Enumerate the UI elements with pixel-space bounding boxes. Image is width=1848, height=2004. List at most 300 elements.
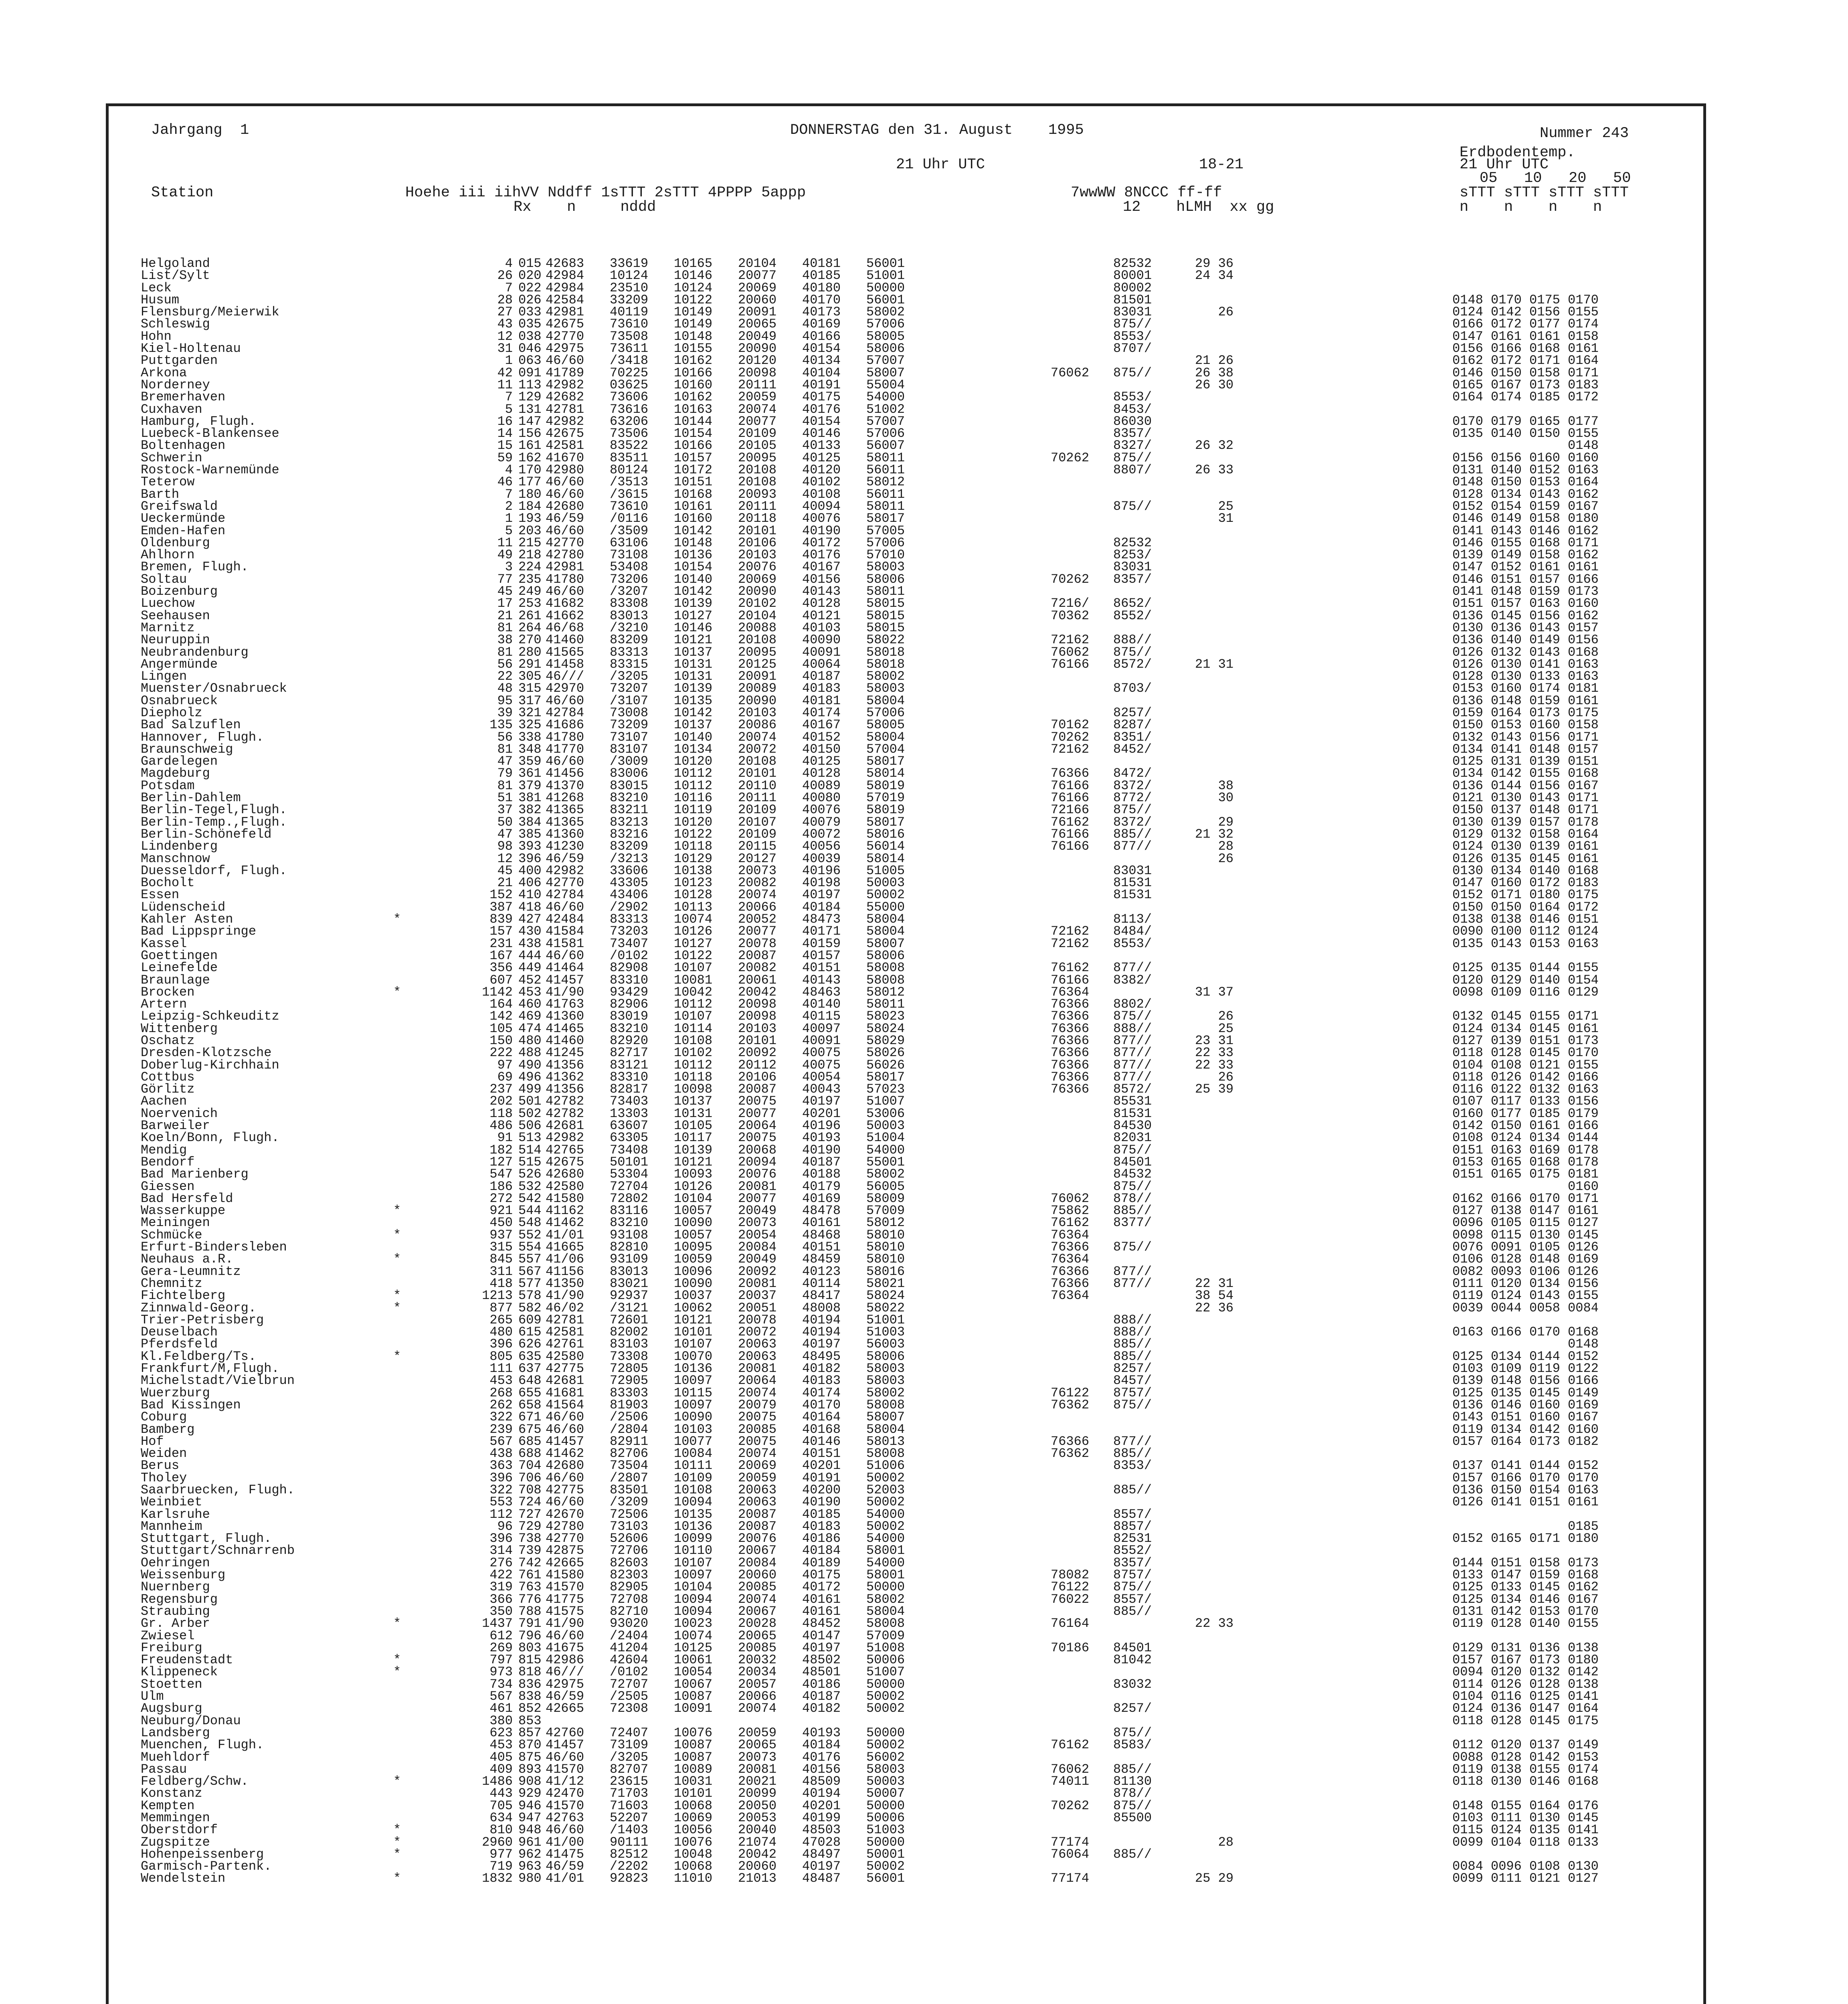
- group-4pppp: 40173: [802, 305, 841, 320]
- soil-temps: 0114 0126 0128 0138: [1452, 1677, 1599, 1692]
- station-name: Angermünde: [141, 657, 218, 672]
- station-id: 317: [518, 693, 542, 708]
- group-8nccc: 885//: [1113, 1846, 1152, 1862]
- group-nddff: 82710: [610, 1604, 649, 1619]
- group-iihvv: 46/60: [546, 523, 584, 538]
- group-iihvv: 42681: [546, 1118, 584, 1133]
- station-id: 235: [518, 572, 542, 587]
- group-iihvv: 42981: [546, 560, 584, 575]
- group-7wwww: 72162: [1051, 924, 1090, 939]
- group-5appp: 58006: [866, 948, 905, 963]
- group-nddff: 73408: [610, 1142, 649, 1158]
- station-id: 980: [518, 1871, 542, 1886]
- group-4pppp: 40193: [802, 1725, 841, 1740]
- elevation: 237: [489, 1082, 513, 1097]
- group-nddff: 72706: [610, 1543, 649, 1558]
- group-4pppp: 48478: [802, 1203, 841, 1218]
- group-5appp: 50002: [866, 1859, 905, 1874]
- station-id: 708: [518, 1482, 542, 1497]
- station-id: 499: [518, 1082, 542, 1097]
- group-7wwww: 76366: [1051, 1057, 1090, 1073]
- group-2sttt: 20032: [738, 1652, 777, 1668]
- group-7wwww: 76366: [1051, 1069, 1090, 1085]
- group-1sttt: 10101: [674, 1786, 713, 1801]
- group-4pppp: 40181: [802, 693, 841, 708]
- station-name: Coburg: [141, 1410, 187, 1425]
- station-name: Erfurt-Bindersleben: [141, 1240, 287, 1255]
- group-1sttt: 10109: [674, 1470, 713, 1485]
- group-nddff: 72802: [610, 1191, 649, 1206]
- group-2sttt: 20064: [738, 1373, 777, 1388]
- group-nddff: 83213: [610, 814, 649, 830]
- soil-temps: 0107 0117 0133 0156: [1452, 1094, 1599, 1109]
- group-iihvv: 42782: [546, 1094, 584, 1109]
- group-nddff: 73107: [610, 729, 649, 745]
- group-4pppp: 40170: [802, 1397, 841, 1412]
- group-5appp: 51007: [866, 1665, 905, 1680]
- group-4pppp: 40194: [802, 1312, 841, 1327]
- station-name: Doberlug-Kirchhain: [141, 1057, 279, 1073]
- soil-temps: 0119 0124 0143 0155: [1452, 1288, 1599, 1303]
- group-iihvv: 46/60: [546, 948, 584, 963]
- group-2sttt: 20037: [738, 1288, 777, 1303]
- group-5appp: 58014: [866, 851, 905, 866]
- station-id: 502: [518, 1106, 542, 1121]
- station-name: Stoetten: [141, 1677, 202, 1692]
- group-nddff: 23510: [610, 280, 649, 295]
- group-7wwww: 76062: [1051, 1191, 1090, 1206]
- group-4pppp: 40039: [802, 851, 841, 866]
- group-4pppp: 40080: [802, 790, 841, 806]
- soil-temps: 0185: [1452, 1519, 1599, 1534]
- group-1sttt: 10087: [674, 1737, 713, 1753]
- group-5appp: 58007: [866, 365, 905, 380]
- soil-temps: 0131 0140 0152 0163: [1452, 463, 1599, 478]
- elevation: 231: [489, 936, 513, 951]
- station-id: 853: [518, 1713, 542, 1728]
- group-iihvv: 46/60: [546, 1822, 584, 1838]
- group-4pppp: 40151: [802, 960, 841, 976]
- group-5appp: 57006: [866, 426, 905, 441]
- table-row: [109, 1302, 1703, 1314]
- group-iihvv: 41565: [546, 644, 584, 660]
- station-id: 015: [518, 256, 542, 271]
- group-5appp: 51007: [866, 1094, 905, 1109]
- elevation: 422: [489, 1568, 513, 1583]
- station-id: 929: [518, 1786, 542, 1801]
- station-id: 609: [518, 1312, 542, 1327]
- station-name: Seehausen: [141, 608, 210, 623]
- group-8nccc: 84501: [1113, 1640, 1152, 1655]
- group-4pppp: 40102: [802, 475, 841, 490]
- mountain-marker: *: [393, 1349, 401, 1364]
- group-5appp: 58004: [866, 693, 905, 708]
- elevation: 7: [505, 487, 513, 502]
- elevation: 461: [489, 1701, 513, 1716]
- station-name: Straubing: [141, 1604, 210, 1619]
- group-4pppp: 40075: [802, 1045, 841, 1061]
- group-1sttt: 10090: [674, 1410, 713, 1425]
- group-5appp: 50000: [866, 1834, 905, 1850]
- station-id: 385: [518, 826, 542, 842]
- elevation: 319: [489, 1580, 513, 1595]
- group-iihvv: 41230: [546, 839, 584, 854]
- group-iihvv: 42984: [546, 280, 584, 295]
- group-iihvv: 46/02: [546, 1300, 584, 1315]
- station-name: Leinefelde: [141, 960, 218, 976]
- station-name: Zwiesel: [141, 1628, 195, 1643]
- station-name: Hohn: [141, 329, 172, 344]
- station-name: Rostock-Warnemünde: [141, 463, 279, 478]
- soil-temps: 0150 0137 0148 0171: [1452, 802, 1599, 818]
- group-4pppp: 40197: [802, 1337, 841, 1352]
- station-name: Oldenburg: [141, 535, 210, 550]
- table-row: [109, 1739, 1703, 1751]
- group-iihvv: 42775: [546, 1361, 584, 1376]
- group-7wwww: 76166: [1051, 972, 1090, 988]
- station-name: Oberstdorf: [141, 1822, 218, 1838]
- group-1sttt: 10137: [674, 717, 713, 733]
- station-name: Bremen, Flugh.: [141, 560, 249, 575]
- station-id: 532: [518, 1179, 542, 1194]
- station-id: 393: [518, 839, 542, 854]
- group-iihvv: 42765: [546, 1142, 584, 1158]
- group-5appp: 51005: [866, 863, 905, 878]
- group-1sttt: 10102: [674, 1045, 713, 1061]
- gusts: 26: [1195, 305, 1234, 320]
- group-5appp: 57006: [866, 705, 905, 720]
- station-name: Noervenich: [141, 1106, 218, 1121]
- group-8nccc: 8857/: [1113, 1519, 1152, 1534]
- station-name: Klippeneck: [141, 1665, 218, 1680]
- station-name: Magdeburg: [141, 766, 210, 781]
- group-iihvv: 41162: [546, 1203, 584, 1218]
- group-iihvv: 42975: [546, 341, 584, 356]
- group-4pppp: 40104: [802, 365, 841, 380]
- station-name: Cuxhaven: [141, 402, 202, 417]
- group-5appp: 58011: [866, 450, 905, 465]
- group-iihvv: 46/60: [546, 353, 584, 368]
- group-nddff: 73504: [610, 1458, 649, 1473]
- group-1sttt: 10122: [674, 826, 713, 842]
- group-iihvv: 42970: [546, 681, 584, 696]
- station-name: Lingen: [141, 669, 187, 684]
- station-name: Trier-Petrisberg: [141, 1312, 264, 1327]
- group-5appp: 58006: [866, 1349, 905, 1364]
- group-nddff: 90111: [610, 1834, 649, 1850]
- group-5appp: 58023: [866, 1009, 905, 1024]
- station-id: 325: [518, 717, 542, 733]
- group-iihvv: 46/59: [546, 851, 584, 866]
- group-1sttt: 10166: [674, 365, 713, 380]
- group-iihvv: 42984: [546, 268, 584, 283]
- group-2sttt: 20069: [738, 572, 777, 587]
- elevation: 265: [489, 1312, 513, 1327]
- group-nddff: 83315: [610, 657, 649, 672]
- station-name: Weissenburg: [141, 1568, 226, 1583]
- group-4pppp: 40161: [802, 1604, 841, 1619]
- group-4pppp: 40176: [802, 1749, 841, 1765]
- group-1sttt: 10139: [674, 1142, 713, 1158]
- group-7wwww: 77174: [1051, 1871, 1090, 1886]
- soil-temps: 0112 0120 0137 0149: [1452, 1737, 1599, 1753]
- group-iihvv: 42982: [546, 863, 584, 878]
- station-id: 671: [518, 1410, 542, 1425]
- group-8nccc: 8253/: [1113, 547, 1152, 563]
- group-nddff: 73616: [610, 402, 649, 417]
- group-iihvv: 42982: [546, 377, 584, 392]
- group-8nccc: 82031: [1113, 1130, 1152, 1145]
- group-nddff: 83211: [610, 802, 649, 818]
- elevation: 363: [489, 1458, 513, 1473]
- group-7wwww: 76366: [1051, 1021, 1090, 1036]
- group-iihvv: 41581: [546, 936, 584, 951]
- group-5appp: 54000: [866, 1507, 905, 1522]
- group-5appp: 55004: [866, 377, 905, 392]
- group-nddff: 63305: [610, 1130, 649, 1145]
- group-4pppp: 40079: [802, 814, 841, 830]
- gusts: 26 33: [1195, 463, 1234, 478]
- group-1sttt: 10157: [674, 450, 713, 465]
- group-8nccc: 8757/: [1113, 1385, 1152, 1400]
- group-1sttt: 10104: [674, 1580, 713, 1595]
- station-name: Deuselbach: [141, 1325, 218, 1340]
- group-8nccc: 885//: [1113, 826, 1152, 842]
- group-nddff: /1403: [610, 1822, 649, 1838]
- group-4pppp: 40056: [802, 839, 841, 854]
- table-row: [109, 1290, 1703, 1302]
- elevation: 45: [497, 863, 513, 878]
- group-iihvv: 41/90: [546, 984, 584, 1000]
- group-5appp: 57007: [866, 353, 905, 368]
- group-nddff: 83210: [610, 790, 649, 806]
- group-2sttt: 20086: [738, 717, 777, 733]
- soil-temps: 0124 0130 0139 0161: [1452, 839, 1599, 854]
- soil-temps: 0150 0150 0164 0172: [1452, 899, 1599, 915]
- station-name: Landsberg: [141, 1725, 210, 1740]
- group-nddff: 71703: [610, 1786, 649, 1801]
- group-1sttt: 10161: [674, 499, 713, 514]
- group-5appp: 55001: [866, 1154, 905, 1170]
- mountain-marker: *: [393, 1846, 401, 1862]
- group-4pppp: 48452: [802, 1616, 841, 1631]
- group-2sttt: 20065: [738, 1628, 777, 1643]
- station-id: 893: [518, 1762, 542, 1777]
- group-iihvv: 42763: [546, 1810, 584, 1825]
- station-name: Muenchen, Flugh.: [141, 1737, 264, 1753]
- station-name: Duesseldorf, Flugh.: [141, 863, 287, 878]
- group-1sttt: 10131: [674, 1106, 713, 1121]
- group-iihvv: 42770: [546, 535, 584, 550]
- group-iihvv: 42761: [546, 1337, 584, 1352]
- station-name: Schleswig: [141, 317, 210, 332]
- group-1sttt: 10097: [674, 1373, 713, 1388]
- group-iihvv: 41/12: [546, 1774, 584, 1789]
- elevation: 152: [489, 887, 513, 903]
- gusts: 25 29: [1195, 1871, 1234, 1886]
- group-4pppp: 40166: [802, 329, 841, 344]
- table-row: [109, 1715, 1703, 1727]
- group-2sttt: 20077: [738, 1106, 777, 1121]
- elevation: 79: [497, 766, 513, 781]
- group-1sttt: 10091: [674, 1701, 713, 1716]
- soil-depths: 05 10 20 50: [1480, 170, 1631, 187]
- group-7wwww: 76364: [1051, 984, 1090, 1000]
- station-id: 091: [518, 365, 542, 380]
- group-7wwww: 76022: [1051, 1592, 1090, 1607]
- group-iihvv: 42980: [546, 463, 584, 478]
- station-id: 637: [518, 1361, 542, 1376]
- elevation: 222: [489, 1045, 513, 1061]
- group-1sttt: 11010: [674, 1871, 713, 1886]
- group-iihvv: 41780: [546, 572, 584, 587]
- group-5appp: 58026: [866, 1045, 905, 1061]
- soil-temps: 0121 0130 0143 0171: [1452, 790, 1599, 806]
- group-iihvv: 41580: [546, 1191, 584, 1206]
- soil-temps: 0151 0163 0169 0178: [1452, 1142, 1599, 1158]
- group-2sttt: 20063: [738, 1482, 777, 1497]
- group-7wwww: 76166: [1051, 826, 1090, 842]
- group-5appp: 57019: [866, 790, 905, 806]
- station-name: Bad Lippspringe: [141, 924, 257, 939]
- station-name: Giessen: [141, 1179, 195, 1194]
- station-name: Braunlage: [141, 972, 210, 988]
- group-4pppp: 48495: [802, 1349, 841, 1364]
- group-iihvv: 42675: [546, 426, 584, 441]
- group-4pppp: 40159: [802, 936, 841, 951]
- group-7wwww: 76366: [1051, 1240, 1090, 1255]
- station-id: 338: [518, 729, 542, 745]
- group-1sttt: 10121: [674, 632, 713, 648]
- group-nddff: /3509: [610, 523, 649, 538]
- group-8nccc: 875//: [1113, 1397, 1152, 1412]
- station-id: 490: [518, 1057, 542, 1073]
- group-iihvv: 46/60: [546, 1749, 584, 1765]
- station-name: Wasserkuppe: [141, 1203, 226, 1218]
- elevation: 405: [489, 1749, 513, 1765]
- group-5appp: 50001: [866, 1846, 905, 1862]
- group-8nccc: 83031: [1113, 560, 1152, 575]
- gusts: 22 31: [1195, 1276, 1234, 1291]
- station-name: Lüdenscheid: [141, 899, 226, 915]
- group-2sttt: 20049: [738, 1252, 777, 1267]
- group-1sttt: 10076: [674, 1834, 713, 1850]
- station-id: 727: [518, 1507, 542, 1522]
- group-5appp: 56014: [866, 839, 905, 854]
- group-1sttt: 10114: [674, 1021, 713, 1036]
- soil-temps: 0133 0147 0159 0168: [1452, 1568, 1599, 1583]
- group-5appp: 58008: [866, 1397, 905, 1412]
- station-id: 400: [518, 863, 542, 878]
- group-1sttt: 10110: [674, 1543, 713, 1558]
- group-nddff: 92823: [610, 1871, 649, 1886]
- group-iihvv: 42780: [546, 1519, 584, 1534]
- soil-temps: 0157 0167 0173 0180: [1452, 1652, 1599, 1668]
- group-5appp: 58002: [866, 1167, 905, 1182]
- group-8nccc: 885//: [1113, 1446, 1152, 1461]
- group-iihvv: 42781: [546, 1312, 584, 1327]
- group-8nccc: 8357/: [1113, 1555, 1152, 1570]
- group-1sttt: 10149: [674, 317, 713, 332]
- group-2sttt: 20120: [738, 353, 777, 368]
- group-2sttt: 20110: [738, 778, 777, 793]
- group-4pppp: 40187: [802, 1689, 841, 1704]
- group-4pppp: 40167: [802, 560, 841, 575]
- group-5appp: 57010: [866, 547, 905, 563]
- group-nddff: 73207: [610, 681, 649, 696]
- group-iihvv: 46///: [546, 669, 584, 684]
- soil-temps: 0098 0115 0130 0145: [1452, 1227, 1599, 1242]
- elevation: 118: [489, 1106, 513, 1121]
- elevation: 47: [497, 754, 513, 769]
- group-4pppp: 40196: [802, 863, 841, 878]
- elevation: 91: [497, 1130, 513, 1145]
- group-5appp: 58005: [866, 717, 905, 733]
- group-2sttt: 20075: [738, 1130, 777, 1145]
- group-2sttt: 20081: [738, 1276, 777, 1291]
- soil-temp-time: 21 Uhr UTC: [1460, 156, 1549, 173]
- station-name: Kassel: [141, 936, 187, 951]
- gusts: 23 31: [1195, 1033, 1234, 1048]
- station-name: Muehldorf: [141, 1749, 210, 1765]
- soil-temps: 0134 0142 0155 0168: [1452, 766, 1599, 781]
- elevation: 480: [489, 1325, 513, 1340]
- group-4pppp: 40191: [802, 377, 841, 392]
- elevation: 1437: [482, 1616, 513, 1631]
- soil-temps: 0146 0150 0158 0171: [1452, 365, 1599, 380]
- group-8nccc: 8382/: [1113, 972, 1152, 988]
- elevation: 16: [497, 414, 513, 429]
- group-2sttt: 20095: [738, 644, 777, 660]
- group-5appp: 50006: [866, 1652, 905, 1668]
- group-nddff: 40119: [610, 305, 649, 320]
- group-2sttt: 20087: [738, 1507, 777, 1522]
- soil-temps: 0127 0139 0151 0173: [1452, 1033, 1599, 1048]
- group-iihvv: 42665: [546, 1701, 584, 1716]
- soil-temps: 0127 0138 0147 0161: [1452, 1203, 1599, 1218]
- group-5appp: 50006: [866, 1810, 905, 1825]
- group-4pppp: 40185: [802, 1507, 841, 1522]
- table-row: [109, 1533, 1703, 1545]
- elevation: 48: [497, 681, 513, 696]
- group-7wwww: 7216/: [1051, 596, 1090, 611]
- group-1sttt: 10023: [674, 1616, 713, 1631]
- group-1sttt: 10138: [674, 863, 713, 878]
- group-iihvv: 42770: [546, 1531, 584, 1546]
- group-nddff: 72601: [610, 1312, 649, 1327]
- group-4pppp: 40171: [802, 924, 841, 939]
- group-5appp: 51003: [866, 1822, 905, 1838]
- group-nddff: 73308: [610, 1349, 649, 1364]
- station-name: Berlin-Temp.,Flugh.: [141, 814, 287, 830]
- group-7wwww: 70362: [1051, 608, 1090, 623]
- group-iihvv: 41156: [546, 1264, 584, 1279]
- group-iihvv: 41/06: [546, 1252, 584, 1267]
- soil-temps: 0148 0150 0153 0164: [1452, 475, 1599, 490]
- group-4pppp: 40189: [802, 1555, 841, 1570]
- group-iihvv: 41/01: [546, 1871, 584, 1886]
- group-1sttt: 10104: [674, 1191, 713, 1206]
- station-id: 818: [518, 1665, 542, 1680]
- group-iihvv: 41670: [546, 450, 584, 465]
- group-1sttt: 10048: [674, 1846, 713, 1862]
- table-row: [109, 634, 1703, 646]
- station-name: Neuhaus a.R.: [141, 1252, 233, 1267]
- soil-temps: 0136 0145 0156 0162: [1452, 608, 1599, 623]
- group-nddff: 33619: [610, 256, 649, 271]
- group-1sttt: 10120: [674, 814, 713, 830]
- group-7wwww: 76366: [1051, 1082, 1090, 1097]
